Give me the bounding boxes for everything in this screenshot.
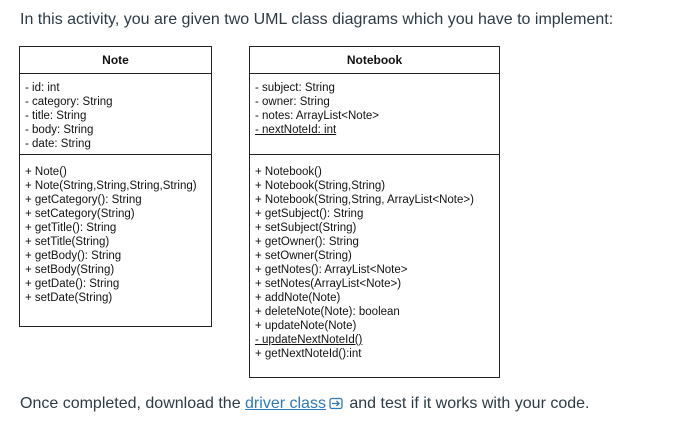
notebook-attribute: - owner: String <box>255 96 330 108</box>
notebook-method: + setNotes(ArrayList<Note>) <box>255 278 402 290</box>
note-class-name: Note <box>20 47 211 74</box>
notebook-method: + deleteNote(Note): boolean <box>255 306 400 318</box>
footer-text-after: and test if it works with your code. <box>344 395 590 412</box>
note-method: + getBody(): String <box>25 250 122 262</box>
note-attributes <box>20 74 211 155</box>
note-attribute: - id: int <box>25 82 60 94</box>
footer-text <box>20 395 589 415</box>
note-method: + setCategory(String) <box>25 208 135 220</box>
note-method: + setTitle(String) <box>25 236 110 248</box>
notebook-method: + setSubject(String) <box>255 222 357 234</box>
notebook-attribute-static: - nextNoteId: int <box>255 124 337 136</box>
note-method: + setDate(String) <box>25 292 113 304</box>
note-method: + getCategory(): String <box>25 194 142 206</box>
notebook-method: + Notebook(String,String, ArrayList<Note>) <box>255 194 474 206</box>
note-method: + setBody(String) <box>25 264 115 276</box>
notebook-method: + Notebook() <box>255 166 322 178</box>
note-attribute: - title: String <box>25 110 87 122</box>
download-icon[interactable] <box>329 397 343 415</box>
notebook-method-static: - updateNextNoteId() <box>255 334 363 346</box>
note-method: + Note(String,String,String,String) <box>25 180 197 192</box>
driver-class-link[interactable]: driver class <box>245 395 326 412</box>
notebook-method: + updateNote(Note) <box>255 320 357 332</box>
note-method: + getDate(): String <box>25 278 120 290</box>
notebook-attribute: - notes: ArrayList<Note> <box>255 110 380 122</box>
notebook-class-diagram <box>249 46 500 378</box>
notebook-method: + Notebook(String,String) <box>255 180 386 192</box>
notebook-method: + getNextNoteId():int <box>255 348 362 360</box>
notebook-attribute: - subject: String <box>255 82 335 94</box>
notebook-class-name: Notebook <box>250 47 499 74</box>
notebook-method: + getNotes(): ArrayList<Note> <box>255 264 408 276</box>
note-method: + Note() <box>25 166 67 178</box>
footer-text-before: Once completed, download the <box>20 395 246 412</box>
notebook-method: + getSubject(): String <box>255 208 364 220</box>
note-class-diagram <box>19 46 212 327</box>
notebook-method: + setOwner(String) <box>255 250 352 262</box>
intro-text: In this activity, you are given two UML class diagrams which you have to implement: <box>20 11 614 28</box>
notebook-attributes <box>250 74 499 155</box>
note-attribute: - body: String <box>25 124 94 136</box>
note-attribute: - category: String <box>25 96 113 108</box>
note-methods <box>20 155 211 309</box>
notebook-methods <box>250 155 499 365</box>
note-method: + getTitle(): String <box>25 222 117 234</box>
note-attribute: - date: String <box>25 138 91 150</box>
notebook-method: + getOwner(): String <box>255 236 359 248</box>
notebook-method: + addNote(Note) <box>255 292 341 304</box>
